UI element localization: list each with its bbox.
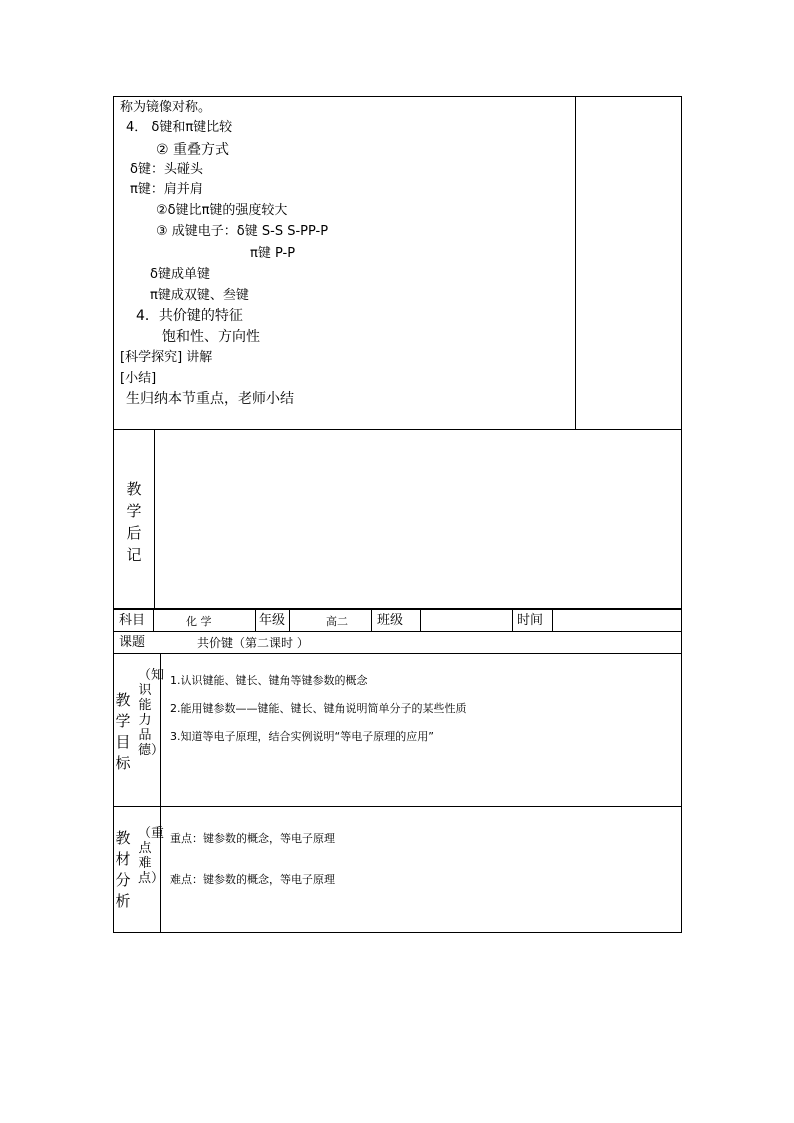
analysis-sublabel: （重点 难点） xyxy=(138,826,165,886)
objectives-sublabel: （知识 能力 品德） xyxy=(138,668,165,758)
analysis-label: 教材分析 xyxy=(115,829,131,910)
text-line: 4．共价键的特征 xyxy=(136,308,243,324)
objective-item: 3.知道等电子原理，结合实例说明“等电子原理的应用” xyxy=(170,730,434,743)
text-line: δ键成单键 xyxy=(150,267,210,282)
postscript-divider xyxy=(154,429,155,609)
subject-value: 化 学 xyxy=(186,615,212,628)
text-line: π键 P-P xyxy=(250,246,296,261)
text-line: ②δ键比π键的强度较大 xyxy=(156,203,288,218)
topic-label: 课题 xyxy=(119,635,146,650)
text-line: 4． δ键和π键比较 xyxy=(126,120,233,135)
col-divider xyxy=(420,609,421,631)
text-line: [科学探究] 讲解 xyxy=(120,350,213,365)
text-line: 饱和性、方向性 xyxy=(162,329,260,345)
text-line: δ键：头碰头 xyxy=(130,162,203,177)
topic-value: 共价键（第二课时 ） xyxy=(197,636,309,650)
text-line: 生归纳本节重点，老师小结 xyxy=(126,391,294,407)
subject-label: 科目 xyxy=(119,613,146,628)
col-divider xyxy=(512,609,513,631)
postscript-label: 教学后记 xyxy=(126,480,142,564)
text-line: π键成双键、叁键 xyxy=(150,288,249,303)
text-line: [小结] xyxy=(120,371,157,386)
col-divider xyxy=(160,653,161,933)
col-divider xyxy=(371,609,372,631)
text-line: π键：肩并肩 xyxy=(130,182,203,197)
row-divider xyxy=(113,806,682,807)
objective-item: 2.能用键参数——键能、键长、键角说明简单分子的某些性质 xyxy=(170,702,467,715)
grade-value: 高二 xyxy=(326,615,348,628)
postscript-table xyxy=(113,429,682,609)
text-line: ② 重叠方式 xyxy=(156,142,230,158)
col-divider xyxy=(289,609,290,631)
key-point: 重点：键参数的概念，等电子原理 xyxy=(170,832,335,845)
col-divider xyxy=(153,609,154,631)
difficulty-point: 难点：键参数的概念，等电子原理 xyxy=(170,873,335,886)
text-line: ③ 成键电子：δ键 S-S S-PP-P xyxy=(156,224,329,239)
row-divider xyxy=(113,653,682,654)
objective-item: 1.认识键能、键长、键角等键参数的概念 xyxy=(170,674,368,687)
col-divider xyxy=(255,609,256,631)
text-line: 称为镜像对称。 xyxy=(120,100,212,115)
grade-label: 年级 xyxy=(259,613,286,628)
class-label: 班级 xyxy=(377,613,404,628)
row-divider xyxy=(113,631,682,632)
time-label: 时间 xyxy=(517,613,544,628)
content-divider xyxy=(575,96,576,430)
objectives-label: 教学目标 xyxy=(115,691,131,772)
col-divider xyxy=(552,609,553,631)
